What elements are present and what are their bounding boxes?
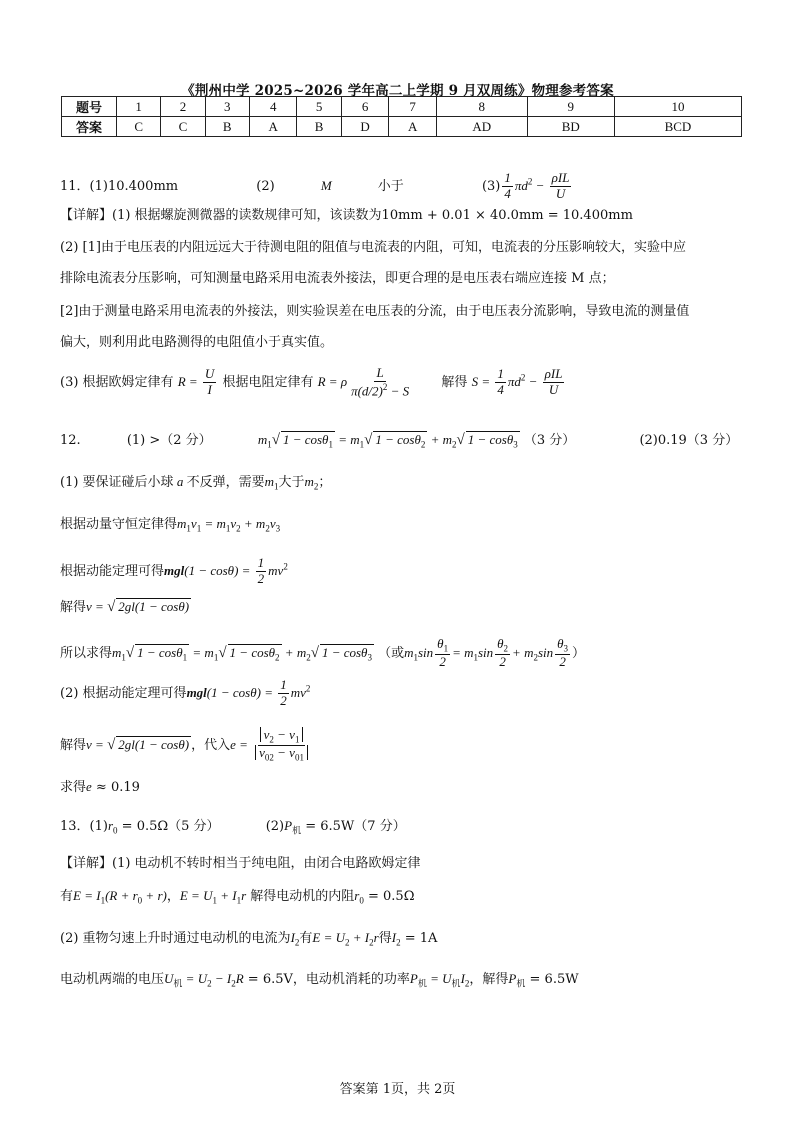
table-cell: 9 xyxy=(527,97,614,117)
formula: $\frac{L}{\pi(d/2)^2 - S}$ xyxy=(351,365,410,399)
text: (2)0.19（3 分） xyxy=(639,433,739,448)
page-title: 《荆州中学 2025~2026 学年高二上学期 9 月双周练》物理参考答案 xyxy=(181,83,614,99)
q11-point-m: M xyxy=(320,177,332,193)
text: 解得 xyxy=(60,600,87,615)
text: 13．(1) xyxy=(60,819,108,834)
text: 电动机两端的电压 xyxy=(60,972,165,987)
text: (3) 根据欧姆定律有 xyxy=(60,375,174,391)
table-cell: BD xyxy=(527,117,614,137)
table-cell: 8 xyxy=(436,97,527,117)
table-cell: 4 xyxy=(249,97,297,117)
q11-part3: (3) xyxy=(481,178,501,194)
text: 根据动能定理可得 xyxy=(60,563,165,579)
text: （5 分） xyxy=(168,819,220,834)
text: (2) 根据动能定理可得 xyxy=(60,685,187,701)
formula: $\frac{\text{ρIL}}{U}$ xyxy=(544,366,563,398)
text: （3 分） xyxy=(523,433,576,448)
q11-detail-3: (3) 根据欧姆定律有 R = $\frac{U}{I}$ 根据电阻定律有 R = ρ $\frac{L}{\pi(d/2)^2 - S}$ 解得 S = $\frac{1}{4}$ $\pi d^2$ − $\frac{\text{ρIL}}{U}$ xyxy=(60,365,563,399)
table-cell: D xyxy=(341,117,389,137)
text: ，解得 xyxy=(469,972,509,987)
q13-detail-4: 电动机两端的电压$U_机 = U_2 - I_2R = 6.5V$，电动机消耗的功率$P_机 = U_机I_2$，解得$P_机 = 6.5W$ xyxy=(60,971,579,989)
q13-answer-line: 13．$(1)r_0 = 0.5\Omega(5$ 分） $(2)P_机 = 6.5W(7$ 分） xyxy=(60,818,406,836)
text: 大于 xyxy=(278,475,305,490)
q12-answer-line: 12. (1) >（2 分） $m_1√$ $1 - \cos\theta_1 = m_1√$ $1 - \cos\theta_2 + m_2√$ 1 − cosθ$_3$ （3 分） (2)0.19（3 分） xyxy=(60,432,739,450)
text: （7 分） xyxy=(354,819,406,834)
text: 根据动量守恒定律得 xyxy=(60,517,178,532)
formula: $\frac{\text{ρIL}}{U}$ xyxy=(551,170,570,201)
table-cell: 7 xyxy=(389,97,437,117)
formula: $\frac{U}{I}$ xyxy=(204,366,215,398)
table-cell: C xyxy=(161,117,205,137)
formula: $\frac{\theta_1}{2}$ xyxy=(437,636,449,669)
table-cell: B xyxy=(205,117,249,137)
table-cell: A xyxy=(389,117,437,137)
text: (1) 要保证碰后小球 xyxy=(60,475,174,490)
q13-detail-2: 有$E = I_1(R + r_0 + r)$，$E = U_1 + I_1r$ 解得电动机的内阻$r_0 = 0.5\Omega$ xyxy=(60,888,415,906)
q12-detail-7: 解得v = √ 2gl(1 − cosθ) ，代入e = $\frac{v_2 - v_1}{v_{02} - v_{01}}$ xyxy=(60,728,312,763)
text: ，电动机消耗的功率 xyxy=(292,972,410,987)
q12-label: 12. xyxy=(60,433,81,448)
text: (2) 重物匀速上升时通过电动机的电流为 xyxy=(60,931,291,946)
formula: $\frac{1}{4}$ xyxy=(497,366,504,398)
q11-answer-line: 11．(1)10.400mm (2) M 小于 (3) $\frac{1}{4}$ $\pi d^2$ − $\frac{\text{ρIL}}{U}$ xyxy=(60,170,570,201)
text: (2) xyxy=(265,819,285,834)
table-cell: B xyxy=(297,117,341,137)
text: 不反弹，需要 xyxy=(186,475,265,490)
formula: $\frac{1}{2}$ xyxy=(280,677,287,708)
q11-detail-2c: [2]由于测量电路采用电流表的外接法，则实验误差在电压表的分流，由于电压表分流影响，导致电流的测量值 xyxy=(60,304,690,319)
table-cell: A xyxy=(249,117,297,137)
q11-detail-2a: (2) [1]由于电压表的内阻远远大于待测电阻的阻值与电流表的内阻，可知，电流表的分压影响较大，实验中应 xyxy=(60,240,686,255)
q12-detail-3: 根据动能定理可得mgl(1 − cosθ) = $\frac{1}{2}$ $mv^2$ xyxy=(60,555,288,586)
q11-detail-2d: 偏大，则利用此电路测得的电阻值小于真实值。 xyxy=(60,335,334,350)
q12-detail-4: 解得v = √ 2gl(1 − cosθ) xyxy=(60,599,190,615)
text: （或 xyxy=(378,645,405,661)
q11-smaller: 小于 xyxy=(377,178,404,194)
answer-table xyxy=(61,96,742,137)
text: 得 xyxy=(378,931,392,946)
q12-detail-8: 求得e ≈ 0.19 xyxy=(60,779,140,795)
question-number-row xyxy=(62,97,742,117)
text: 解得电动机的内阻 xyxy=(250,889,355,904)
table-cell: 2 xyxy=(161,97,205,117)
table-cell: 6 xyxy=(341,97,389,117)
q11-detail-1: 【详解】(1) 根据螺旋测微器的读数规律可知，该读数为10mm + 0.01 × 40.0mm = 10.400mm xyxy=(60,208,633,223)
text: ，代入 xyxy=(191,737,231,753)
q12-detail-2: 根据动量守恒定律得$m_1v_1 = m_1v_2 + m_2v_3$ xyxy=(60,516,281,534)
formula: $\frac{\theta_2}{2}$ xyxy=(497,636,509,669)
table-cell: 10 xyxy=(614,97,741,117)
text: 解得 xyxy=(60,737,87,753)
text: 求得 xyxy=(60,780,87,795)
q11-label: 11．(1)10.400mm xyxy=(60,178,179,194)
row-label-question: 题号 xyxy=(62,97,117,117)
formula: $\frac{\theta_3}{2}$ xyxy=(557,636,569,669)
table-cell: BCD xyxy=(614,117,741,137)
table-cell: C xyxy=(117,117,161,137)
text: 根据电阻定律有 xyxy=(222,375,314,391)
text: 有 xyxy=(60,889,74,904)
formula: $\frac{1}{4}$ xyxy=(504,170,511,201)
q12-detail-5: 所以求得$m_1√$ $1 - \cos\theta_1 = m_1√$ $1 - \cos\theta_2 + m_2√$ 1 − cosθ$_3$ （或$m_1\sin$ $\frac{\theta_1}{2}$ = $m_1\sin$ $\frac{\theta_2}{2}$ + $m_2\sin$ $\frac{\theta_3}{2}$ ） xyxy=(60,636,586,669)
formula: $\frac{1}{2}$ xyxy=(257,555,265,586)
q12-detail-1: (1) 要保证碰后小球 a 不反弹，需要$m_1$大于$m_2$； xyxy=(60,474,332,492)
table-cell: AD xyxy=(436,117,527,137)
table-cell: 1 xyxy=(117,97,161,117)
page-footer: 答案第 1页，共 2页 xyxy=(339,1082,456,1097)
q13-detail-1: 【详解】(1) 电动机不转时相当于纯电阻，由闭合电路欧姆定律 xyxy=(60,856,421,871)
q12-detail-6: (2) 根据动能定理可得mgl(1 − cosθ) = $\frac{1}{2}$ $mv^2$ xyxy=(60,677,311,708)
text: 有 xyxy=(299,931,313,946)
row-label-answer: 答案 xyxy=(62,117,117,137)
q13-detail-3: (2) 重物匀速上升时通过电动机的电流为$I_2$有$E = U_2 + I_2r$得$I_2 = 1A$ xyxy=(60,930,438,948)
text: 解得 xyxy=(441,375,468,391)
q11-part2: (2) xyxy=(256,178,275,194)
text: (1) >（2 分） xyxy=(126,433,212,448)
table-cell: 5 xyxy=(297,97,341,117)
table-cell: 3 xyxy=(205,97,249,117)
text: 所以求得 xyxy=(60,645,113,661)
answer-row xyxy=(62,117,742,137)
q11-detail-2b: 排除电流表分压影响，可知测量电路采用电流表外接法，即更合理的是电压表右端应连接 M 点； xyxy=(60,271,615,286)
formula: $\frac{v_2 - v_1}{v_{02} - v_{01}}$ xyxy=(253,728,310,763)
